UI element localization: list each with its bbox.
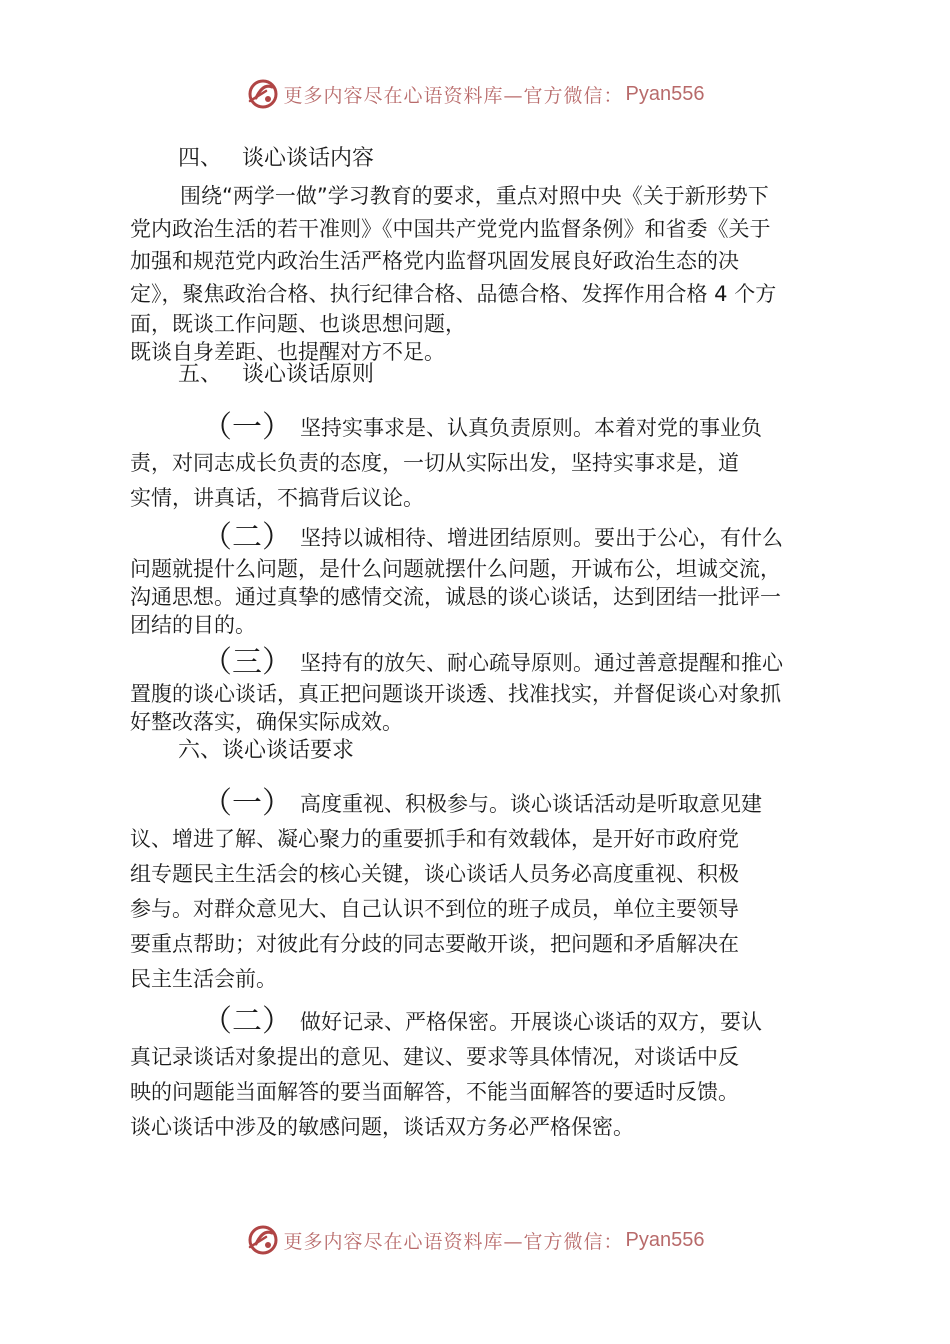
paragraph-line: 坚持实事求是、认真负责原则。本着对党的事业负 bbox=[300, 416, 762, 440]
paragraph-line: 坚持以诚相待、增进团结原则。要出于公心，有什么 bbox=[300, 526, 783, 550]
section5-heading bbox=[178, 360, 374, 390]
paragraph-line: 映的问题能当面解答的要当面解答，不能当面解答的要适时反馈。 bbox=[130, 1080, 739, 1104]
logo-icon bbox=[246, 1223, 280, 1257]
section5-item-1 bbox=[130, 410, 842, 516]
section4-heading bbox=[178, 144, 374, 174]
paragraph-line: 沟通思想。通过真挚的感情交流，诚恳的谈心谈话，达到团结一批评一 bbox=[130, 585, 781, 609]
paragraph-line: 问题就提什么问题，是什么问题就摆什么问题，开诚布公，坦诚交流， bbox=[130, 557, 781, 581]
paragraph-line: 民主生活会前。 bbox=[130, 967, 277, 991]
paragraph-line: 围绕“两学一做”学习教育的要求，重点对照中央《关于新形势下 bbox=[180, 184, 769, 208]
item-marker: （一） bbox=[202, 786, 292, 821]
list-item-first-line bbox=[130, 646, 842, 680]
item-marker: （二） bbox=[202, 520, 292, 555]
paragraph-line: 加强和规范党内政治生活严格党内监督巩固发展良好政治生态的决 bbox=[130, 249, 739, 273]
paragraph-line: 参与。对群众意见大、自己认识不到位的班子成员，单位主要领导 bbox=[130, 897, 739, 921]
paragraph-line: 定》，聚焦政治合格、执行纪律合格、品德合格、发挥作用合格 4 个方 bbox=[130, 281, 777, 306]
wechat-id: Pyan556 bbox=[625, 1228, 705, 1251]
section4-body bbox=[130, 180, 842, 366]
paragraph-line: 实情，讲真话，不搞背后议论。 bbox=[130, 486, 424, 510]
paragraph-line: 真记录谈话对象提出的意见、建议、要求等具体情况，对谈话中反 bbox=[130, 1045, 739, 1069]
section5-title: 谈心谈话原则 bbox=[242, 362, 375, 387]
section5-number: 五、 bbox=[178, 362, 223, 387]
paragraph-line: 坚持有的放矢、耐心疏导原则。通过善意提醒和推心 bbox=[300, 651, 783, 675]
paragraph-line: 议、增进了解、凝心聚力的重要抓手和有效载体，是开好市政府党 bbox=[130, 827, 739, 851]
banner-text: 更多内容尽在心语资料库—官方微信： bbox=[283, 1230, 624, 1253]
section5-item-3 bbox=[130, 646, 842, 736]
paragraph-line: 责，对同志成长负责的态度，一切从实际出发，坚持实事求是，道 bbox=[130, 451, 739, 475]
logo-icon bbox=[246, 77, 280, 111]
header-banner bbox=[0, 74, 950, 114]
section4-number: 四、 bbox=[178, 146, 223, 171]
item-marker: （二） bbox=[202, 1004, 292, 1039]
paragraph-line: 做好记录、严格保密。开展谈心谈话的双方，要认 bbox=[300, 1010, 762, 1034]
section5-item-2 bbox=[130, 521, 842, 639]
list-item-first-line bbox=[130, 786, 842, 822]
item-marker: （一） bbox=[202, 410, 292, 445]
paragraph-line: 既谈自身差距、也提醒对方不足。 bbox=[130, 340, 445, 364]
paragraph-line: 谈心谈话中涉及的敏感问题，谈话双方务必严格保密。 bbox=[130, 1115, 634, 1139]
item-marker: （三） bbox=[202, 645, 292, 680]
footer-banner bbox=[0, 1220, 950, 1260]
paragraph-line: 好整改落实，确保实际成效。 bbox=[130, 710, 403, 734]
section6-item-2 bbox=[130, 1004, 842, 1145]
paragraph-line: 置腹的谈心谈话，真正把问题谈开谈透、找准找实，并督促谈心对象抓 bbox=[130, 682, 781, 706]
wechat-id: Pyan556 bbox=[625, 82, 705, 105]
section6-item-1 bbox=[130, 786, 842, 997]
paragraph-line: 组专题民主生活会的核心关键，谈心谈话人员务必高度重视、积极 bbox=[130, 862, 739, 886]
paragraph-line: 高度重视、积极参与。谈心谈话活动是听取意见建 bbox=[300, 792, 762, 816]
paragraph-line: 面，既谈工作问题、也谈思想问题， bbox=[130, 312, 466, 336]
paragraph-line: 要重点帮助；对彼此有分歧的同志要敞开谈，把问题和矛盾解决在 bbox=[130, 932, 739, 956]
section6-title: 六、谈心谈话要求 bbox=[178, 738, 355, 763]
section6-heading bbox=[178, 736, 354, 766]
banner-text: 更多内容尽在心语资料库—官方微信： bbox=[283, 84, 624, 107]
section4-title: 谈心谈话内容 bbox=[242, 146, 375, 171]
paragraph-line: 团结的目的。 bbox=[130, 613, 256, 637]
list-item-first-line bbox=[130, 521, 842, 555]
list-item-first-line bbox=[130, 1004, 842, 1040]
list-item-first-line bbox=[130, 410, 842, 446]
paragraph-line: 党内政治生活的若干准则》《中国共产党党内监督条例》和省委《关于 bbox=[130, 216, 771, 241]
